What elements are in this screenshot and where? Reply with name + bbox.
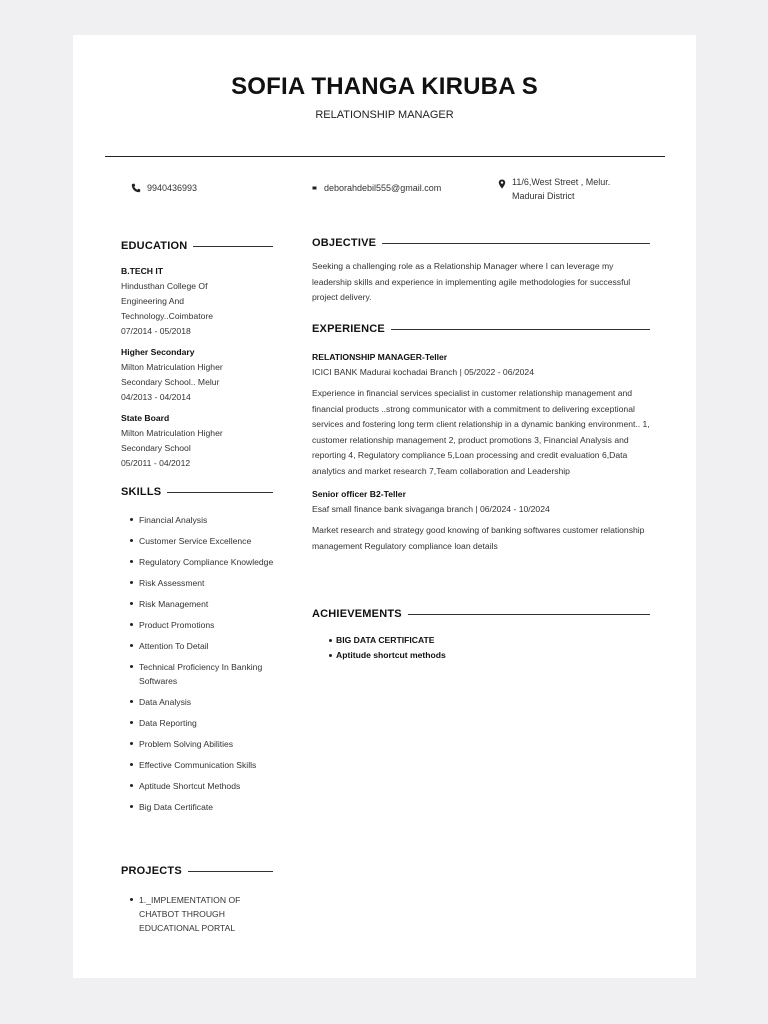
header-divider: [105, 156, 665, 157]
email-address: deborahdebil555@gmail.com: [324, 183, 442, 193]
job-entry: [312, 350, 650, 479]
contact-address: [498, 175, 610, 203]
job-title: Senior officer B2-Teller: [312, 489, 406, 499]
education-heading: EDUCATION: [121, 240, 273, 252]
location-pin-icon: [498, 179, 506, 193]
achievement-item: Aptitude shortcut methods: [312, 648, 650, 663]
achievements-list: [312, 633, 650, 663]
skill-item: Regulatory Compliance Knowledge: [121, 555, 281, 569]
job-description: Market research and strategy good knowing of banking softwares customer relationship management Regulatory compliance loan details: [312, 525, 645, 551]
skill-item: Product Promotions: [121, 618, 281, 632]
job-org: Esaf small finance bank sivaganga branch | 06/2024 - 10/2024: [312, 504, 550, 514]
skill-item: Big Data Certificate: [121, 800, 281, 814]
education-entry: B.TECH IT Hindusthan College Of Engineering And Technology..Coimbatore 07/2014 - 05/2018: [121, 266, 214, 336]
skill-item: Financial Analysis: [121, 513, 281, 527]
objective-text: Seeking a challenging role as a Relationship Manager where I can leverage my leadership skills and experience in implementing agile methodologies for successful project delivery.: [312, 261, 631, 302]
contact-email: [312, 183, 441, 195]
skill-item: Problem Solving Abilities: [121, 737, 281, 751]
achievements-section: [312, 633, 650, 663]
job-description: Experience in financial services specialist in customer relationship management and financial products ..strong communicator with a commitment to delivering exceptional services and fostering long term client relationship in a dynamic banking environment.. 1, customer relationship management 2, product promotions 3, Financial Analysis and reporting 4, Regulatory compliance 5,Loan processing and credit evaluation 6,Data analytics and market research 7,Team collaboration and Leadership: [312, 388, 650, 476]
job-entry: [312, 487, 650, 554]
resume-page: [73, 35, 696, 978]
experience-section: [312, 350, 650, 554]
email-icon: [312, 183, 318, 195]
skill-item: Risk Management: [121, 597, 281, 611]
skill-item: Risk Assessment: [121, 576, 281, 590]
project-item: 1._IMPLEMENTATION OF CHATBOT THROUGH EDUCATIONAL PORTAL: [121, 893, 271, 935]
skill-item: Data Analysis: [121, 695, 281, 709]
education-entry: State Board Milton Matriculation Higher Secondary School 05/2011 - 04/2012: [121, 413, 223, 468]
projects-section: [121, 893, 271, 942]
experience-heading: EXPERIENCE: [312, 323, 650, 335]
phone-icon: [131, 183, 141, 195]
skill-item: Technical Proficiency In Banking Softwares: [121, 660, 281, 688]
skills-list: [121, 513, 281, 814]
achievement-item: BIG DATA CERTIFICATE: [312, 633, 650, 648]
phone-number: 9940436993: [147, 183, 198, 193]
skill-item: Aptitude Shortcut Methods: [121, 779, 281, 793]
skill-item: Data Reporting: [121, 716, 281, 730]
contact-phone: [131, 183, 197, 195]
objective-section: [312, 259, 650, 306]
address-line-2: Madurai District: [512, 191, 575, 201]
projects-list: [121, 893, 271, 935]
job-title: RELATIONSHIP MANAGER-Teller: [312, 352, 448, 362]
education-section: [121, 264, 281, 477]
education-entry: Higher Secondary Milton Matriculation Higher Secondary School.. Melur 04/2013 - 04/2014: [121, 347, 223, 402]
skill-item: Attention To Detail: [121, 639, 281, 653]
skills-section: [121, 513, 281, 821]
skills-heading: SKILLS: [121, 486, 273, 498]
objective-heading: OBJECTIVE: [312, 237, 650, 249]
candidate-role: RELATIONSHIP MANAGER: [315, 109, 454, 121]
skill-item: Effective Communication Skills: [121, 758, 281, 772]
candidate-name: SOFIA THANGA KIRUBA S: [231, 73, 538, 100]
projects-heading: PROJECTS: [121, 865, 273, 877]
address-line-1: 11/6,West Street , Melur.: [512, 177, 611, 187]
skill-item: Customer Service Excellence: [121, 534, 281, 548]
achievements-heading: ACHIEVEMENTS: [312, 608, 650, 620]
job-org: ICICI BANK Madurai kochadai Branch | 05/2022 - 06/2024: [312, 367, 534, 377]
